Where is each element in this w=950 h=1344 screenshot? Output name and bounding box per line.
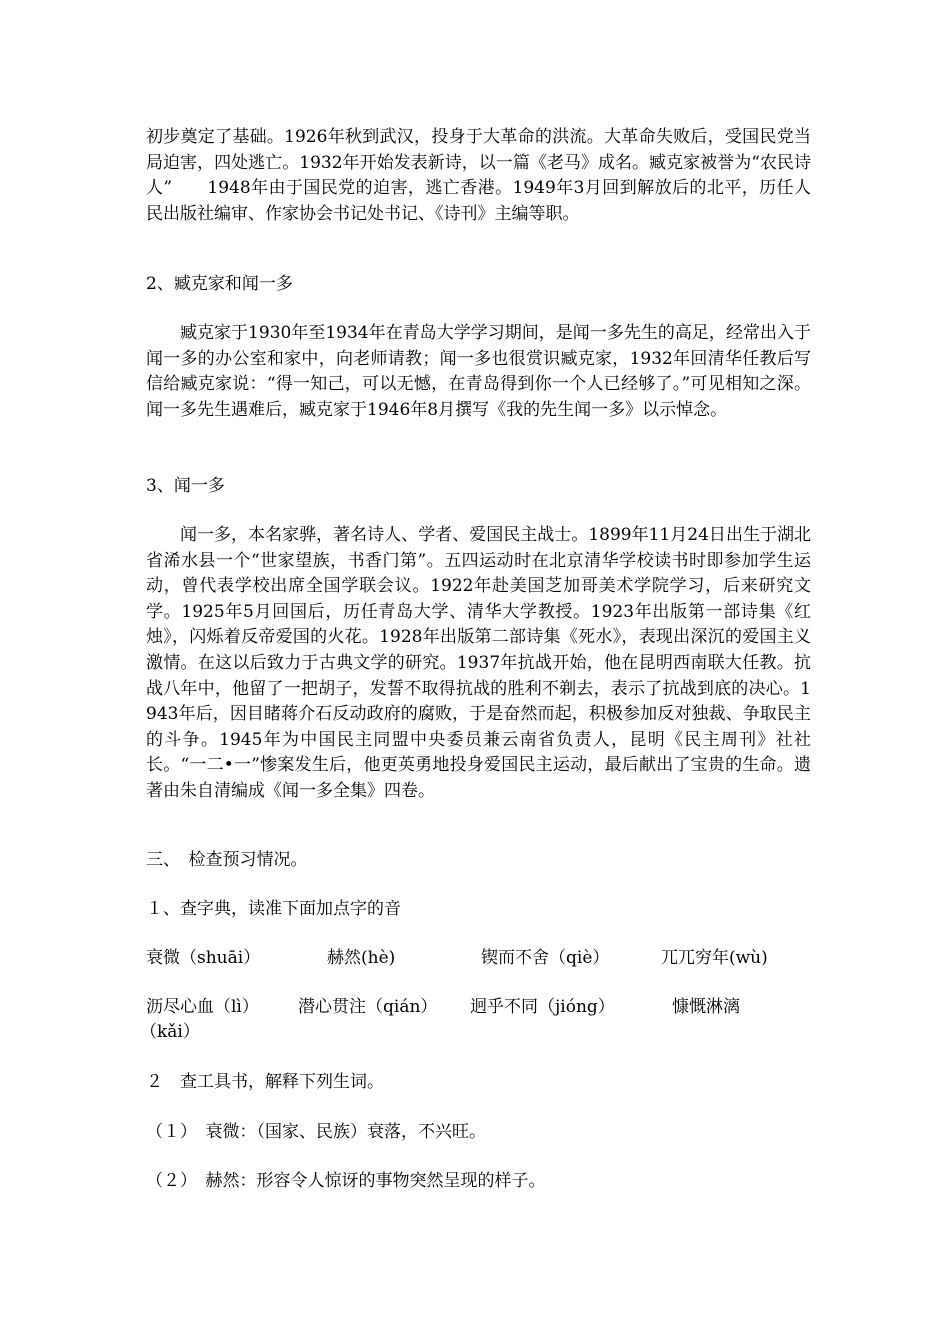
definition-item: （２） 赫然：形容令人惊讶的事物突然呈现的样子。	[146, 1171, 546, 1191]
section2-heading: 2、臧克家和闻一多	[146, 274, 293, 294]
section2-paragraph: 臧克家于1930年至1934年在青岛大学学习期间，是闻一多先生的高足，经常出入于闻一多的办公室和家中，向老师请教；闻一多也很赏识臧克家，1932年回清华任教后写信给臧克家说：“得一知己，可以无憾，在青岛得到你一个人已经够了。”可见相知之深。闻一多先生遇难后，臧克家于1946年8月撰写《我的先生闻一多》以示悼念。	[146, 323, 811, 420]
pronunciation-item-wrap: （kǎi）	[140, 1022, 200, 1042]
section3-heading: 3、闻一多	[146, 476, 225, 496]
pronunciation-item: 赫然(hè)	[327, 948, 396, 968]
section3-paragraph: 闻一多，本名家骅，著名诗人、学者、爱国民主战士。1899年11月24日出生于湖北省浠水县一个“世家望族，书香门第”。五四运动时在北京清华学校读书时即参加学生运动，曾代表学校出席全国学联会议。1922年赴美国芝加哥美术学院学习，后来研究文学。1925年5月回国后，历任青岛大学、清华大学教授。1923年出版第一部诗集《红烛》，闪烁着反帝爱国的火花。1928年出版第二部诗集《死水》，表现出深沉的爱国主义激情。在这以后致力于古典文学的研究。1937年抗战开始，他在昆明西南联大任教。抗战八年中，他留了一把胡子，发誓不取得抗战的胜利不剃去，表示了抗战到底的决心。1943年后，因目睹蒋介石反动政府的腐败，于是奋然而起，积极参加反对独裁、争取民主的斗争。1945年为中国民主同盟中央委员兼云南省负责人，昆明《民主周刊》社社长。“一二•一”惨案发生后，他更英勇地投身爱国民主运动，最后献出了宝贵的生命。遗著由朱自清编成《闻一多全集》四卷。	[146, 525, 811, 801]
task2-heading: ２ 查工具书，解释下列生词。	[146, 1072, 384, 1092]
pronunciation-item: 衰微（shuāi）	[146, 948, 261, 968]
pronunciation-item: 迥乎不同（jióng）	[470, 997, 615, 1017]
definition-item: （１） 衰微：（国家、民族）衰落，不兴旺。	[146, 1122, 486, 1142]
part3-heading: 三、 检查预习情况。	[146, 850, 308, 870]
pronunciation-item: 兀兀穷年(wù)	[661, 948, 768, 968]
pronunciation-item: 锲而不舍（qiè）	[481, 948, 610, 968]
intro-paragraph: 初步奠定了基础。1926年秋到武汉，投身于大革命的洪流。大革命失败后，受国民党当局迫害，四处逃亡。1932年开始发表新诗，以一篇《老马》成名。臧克家被誉为“农民诗人” 1948年由于国民党的迫害，逃亡香港。1949年3月回到解放后的北平，历任人民出版社编审、作家协会书记处书记、《诗刊》主编等职。	[146, 127, 811, 224]
pronunciation-item: 潜心贯注（qián）	[298, 997, 438, 1017]
pronunciation-item: 慷慨淋漓	[672, 997, 740, 1017]
pronunciation-item: 沥尽心血（lì）	[146, 997, 259, 1017]
task1-heading: １、查字典，读准下面加点字的音	[146, 899, 401, 919]
